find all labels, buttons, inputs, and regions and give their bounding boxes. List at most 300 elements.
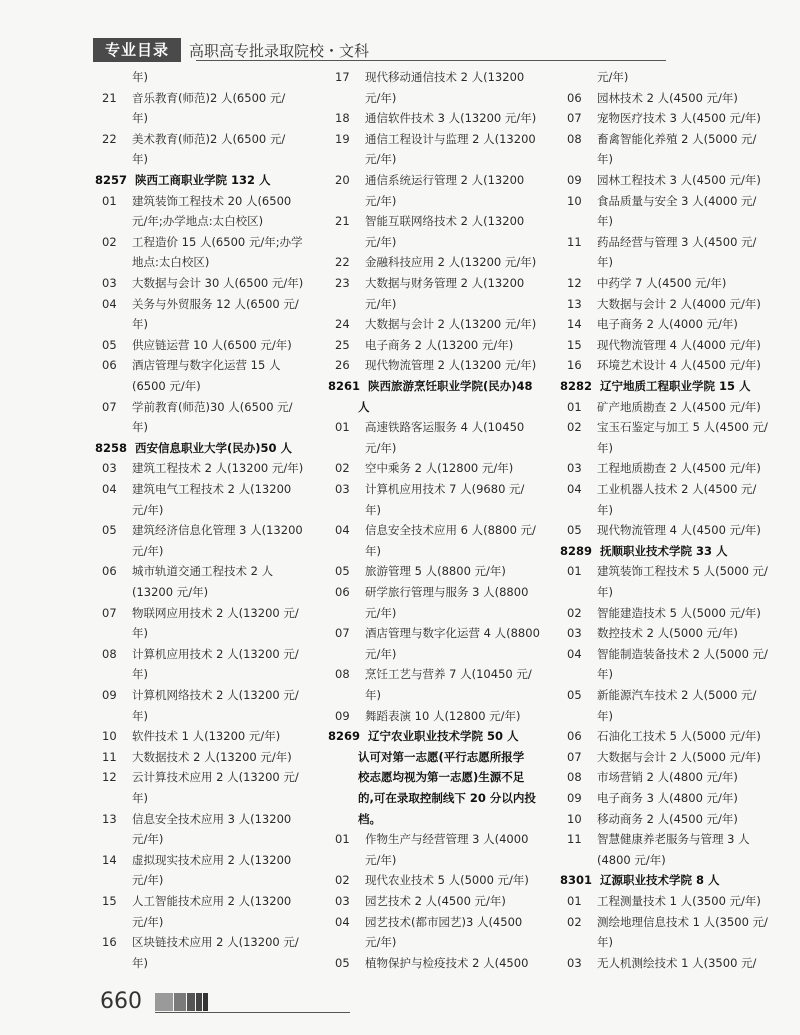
program-item (560, 338, 761, 353)
program-number: 21 (102, 90, 117, 105)
page-header (93, 38, 369, 62)
program-item (328, 317, 536, 332)
program-text: 信息安全技术应用 3 人(13200 (132, 811, 292, 826)
header-title: 高职高专批录取院校・文科 (189, 42, 370, 60)
program-text: 计算机应用技术 7 人(9680 元/ (365, 482, 525, 496)
program-text: 现代物流管理 4 人(4500 元/年) (597, 523, 761, 538)
school-name: 辽宁农业职业技术学院 50 人 (364, 729, 519, 744)
program-item (328, 626, 540, 641)
program-item (328, 420, 524, 435)
program-item (328, 461, 513, 476)
program-text: 数控技术 2 人(5000 元/年) (597, 626, 738, 641)
program-number: 03 (102, 461, 117, 476)
program-item (95, 461, 303, 476)
program-item (328, 894, 506, 909)
program-text: 现代移动通信技术 2 人(13200 (365, 70, 525, 84)
program-item (95, 853, 291, 868)
program-number: 15 (567, 337, 582, 352)
program-text: 矿产地质勘查 2 人(4500 元/年) (597, 399, 761, 414)
program-number: 18 (335, 111, 350, 126)
program-text: 工程测量技术 1 人(3500 元/年) (597, 894, 761, 908)
program-text: 建筑装饰工程技术 20 人(6500 (132, 193, 292, 208)
program-text: 工程造价 15 人(6500 元/年;办学 (132, 234, 303, 249)
program-item (95, 647, 299, 662)
program-number: 03 (567, 461, 582, 476)
program-item (560, 812, 738, 827)
program-item (95, 338, 292, 353)
page-number: 660 (100, 989, 142, 1014)
program-item-continuation: 年) (597, 440, 613, 455)
program-item (328, 111, 536, 126)
program-item-continuation: 年) (597, 502, 613, 517)
program-number: 23 (335, 276, 350, 290)
program-text: 中药学 7 人(4500 元/年) (597, 276, 727, 290)
program-text: 移动商务 2 人(4500 元/年) (597, 811, 738, 826)
program-number: 02 (102, 234, 117, 249)
program-item (328, 956, 528, 971)
program-text: 电子商务 3 人(4800 元/年) (597, 791, 738, 805)
program-item (560, 606, 761, 621)
program-item-continuation: 年) (597, 935, 613, 950)
program-item-continuation: 年) (132, 708, 148, 723)
section-tag: 专业目录 (93, 38, 181, 62)
program-item (560, 956, 756, 971)
program-text: 供应链运营 10 人(6500 元/年) (132, 337, 292, 352)
program-text: 关务与外贸服务 12 人(6500 元/ (132, 296, 299, 311)
program-text: 智能制造装备技术 2 人(5000 元/ (597, 646, 768, 661)
program-number: 05 (335, 955, 350, 970)
program-text: 环境艺术设计 4 人(4500 元/年) (597, 358, 761, 373)
program-number: 07 (567, 111, 582, 126)
program-item-continuation: 年) (132, 955, 148, 970)
program-text: 园林技术 2 人(4500 元/年) (597, 90, 738, 105)
admission-note: 认可对第一志愿(平行志愿所报学 (358, 749, 525, 764)
program-item (328, 523, 536, 538)
program-item-continuation: 元/年) (365, 646, 397, 661)
program-number: 17 (335, 70, 350, 84)
program-number: 03 (335, 894, 350, 908)
program-item (328, 709, 521, 724)
program-item-continuation: 年) (132, 70, 148, 84)
school-code: 8282 (560, 379, 593, 393)
program-item-continuation: 元/年) (365, 234, 397, 249)
program-number: 22 (335, 255, 350, 270)
program-number: 01 (567, 399, 582, 414)
program-text: 物联网应用技术 2 人(13200 元/ (132, 605, 299, 620)
program-item (560, 791, 738, 806)
school-heading (560, 379, 751, 394)
admission-note: 档。 (358, 811, 381, 826)
program-number: 10 (567, 193, 582, 208)
program-text: 智能互联网络技术 2 人(13200 (365, 214, 525, 229)
school-heading (95, 441, 292, 456)
program-text: 酒店管理与数字化运营 4 人(8800 (365, 626, 540, 641)
program-text: 药品经营与管理 3 人(4500 元/ (597, 234, 757, 249)
program-text: 大数据与会计 2 人(5000 元/年) (597, 749, 761, 764)
program-number: 09 (102, 688, 117, 702)
program-text: 金融科技应用 2 人(13200 元/年) (365, 255, 537, 270)
program-item (328, 338, 513, 353)
program-text: 现代物流管理 4 人(4000 元/年) (597, 337, 761, 352)
program-number: 15 (102, 894, 117, 908)
school-heading (95, 173, 271, 188)
program-item (560, 400, 761, 415)
program-item-continuation: 元/年) (365, 605, 397, 620)
program-text: 建筑工程技术 2 人(13200 元/年) (132, 461, 304, 476)
program-text: 空中乘务 2 人(12800 元/年) (365, 461, 514, 476)
program-text: 工程地质勘查 2 人(4500 元/年) (597, 461, 761, 476)
program-number: 03 (335, 482, 350, 496)
school-heading (560, 873, 720, 888)
program-text: 市场营销 2 人(4800 元/年) (597, 770, 738, 785)
program-text: 大数据与财务管理 2 人(13200 (365, 276, 525, 290)
program-item (95, 523, 303, 538)
school-code: 8301 (560, 873, 593, 888)
school-code: 8289 (560, 543, 593, 558)
program-item (95, 276, 303, 291)
program-item-continuation: 年) (597, 255, 613, 270)
program-number: 09 (567, 791, 582, 805)
program-text: 区块链技术应用 2 人(13200 元/ (132, 935, 299, 950)
program-number: 06 (102, 564, 117, 579)
program-item-continuation: 元/年;办学地点:太白校区) (132, 214, 264, 229)
program-item-continuation: 元/年) (365, 440, 397, 455)
program-text: 测绘地理信息技术 1 人(3500 元/ (597, 914, 768, 929)
program-item (560, 688, 756, 703)
footer-rule (155, 1012, 350, 1013)
program-number: 02 (567, 605, 582, 620)
program-item (560, 626, 738, 641)
program-item (560, 523, 761, 538)
program-text: 信息安全技术应用 6 人(8800 元/ (365, 523, 536, 538)
program-item (328, 585, 528, 600)
program-item-continuation: 年) (597, 585, 613, 599)
program-item-continuation: 元/年) (132, 873, 164, 888)
program-number: 10 (567, 811, 582, 826)
program-number: 10 (102, 729, 117, 744)
program-text: 电子商务 2 人(4000 元/年) (597, 317, 738, 332)
program-text: 建筑经济信息化管理 3 人(13200 (132, 523, 303, 538)
program-text: 建筑电气工程技术 2 人(13200 (132, 482, 292, 496)
school-name: 西安信息职业大学(民办)50 人 (131, 440, 293, 455)
program-item (328, 276, 524, 291)
program-item-continuation: 年) (365, 543, 381, 558)
program-item (95, 935, 299, 950)
program-number: 14 (102, 852, 117, 867)
program-item (560, 420, 768, 435)
program-text: 现代物流管理 2 人(13200 元/年) (365, 358, 537, 373)
school-name: 抚顺职业技术学院 33 人 (596, 543, 728, 558)
program-number: 05 (102, 523, 117, 538)
program-item (560, 564, 768, 579)
program-item-continuation: (4800 元/年) (597, 852, 666, 867)
program-item (95, 750, 292, 765)
school-code: 8269 (328, 729, 361, 744)
program-number: 02 (335, 461, 350, 476)
program-item-continuation: 元/年) (597, 70, 629, 84)
program-text: 无人机测绘技术 1 人(3500 元/ (597, 955, 757, 970)
school-heading (328, 379, 533, 394)
program-text: 虚拟现实技术应用 2 人(13200 (132, 852, 292, 867)
program-text: 计算机网络技术 2 人(13200 元/ (132, 688, 299, 702)
program-item-continuation: 年) (132, 626, 148, 641)
program-number: 04 (567, 482, 582, 496)
school-name: 辽源职业技术学院 8 人 (596, 873, 720, 888)
program-text: 研学旅行管理与服务 3 人(8800 (365, 585, 529, 599)
admission-note: 的,可在录取控制线下 20 分以内投 (358, 791, 536, 805)
program-number: 14 (567, 317, 582, 332)
program-item (328, 173, 524, 188)
program-text: 大数据与会计 2 人(13200 元/年) (365, 317, 537, 332)
program-text: 植物保护与检疫技术 2 人(4500 (365, 955, 529, 970)
program-item (328, 832, 528, 847)
program-text: 人工智能技术应用 2 人(13200 (132, 894, 292, 908)
program-item-continuation: 元/年) (365, 935, 397, 950)
program-item (328, 873, 529, 888)
program-text: 学前教育(师范)30 人(6500 元/ (132, 399, 293, 414)
program-number: 21 (335, 214, 350, 229)
program-text: 建筑装饰工程技术 5 人(5000 元/ (597, 564, 768, 579)
program-item-continuation: 元/年) (365, 296, 397, 311)
program-item-continuation: 年) (365, 502, 381, 517)
program-item-continuation: (13200 元/年) (132, 585, 209, 599)
program-number: 06 (102, 358, 117, 373)
program-number: 12 (102, 770, 117, 785)
program-number: 09 (567, 173, 582, 187)
program-number: 03 (567, 955, 582, 970)
program-number: 04 (335, 523, 350, 538)
program-number: 16 (567, 358, 582, 373)
program-item (95, 132, 285, 147)
program-text: 石油化工技术 5 人(5000 元/年) (597, 729, 761, 744)
program-item (328, 564, 506, 579)
school-heading (560, 544, 728, 559)
program-item (560, 832, 750, 847)
program-item-continuation: 年) (597, 667, 613, 682)
header-rule (196, 60, 666, 61)
program-number: 04 (335, 914, 350, 929)
program-number: 07 (102, 399, 117, 414)
program-item (560, 358, 761, 373)
program-number: 07 (102, 605, 117, 620)
program-text: 宠物医疗技术 3 人(4500 元/年) (597, 111, 761, 126)
program-text: 烹饪工艺与营养 7 人(10450 元/ (365, 667, 532, 682)
program-text: 智能建造技术 5 人(5000 元/年) (597, 605, 761, 620)
program-item (560, 132, 756, 147)
program-number: 08 (567, 131, 582, 146)
program-item (95, 688, 299, 703)
program-number: 04 (102, 482, 117, 496)
program-number: 03 (102, 276, 117, 290)
program-text: 大数据与会计 30 人(6500 元/年) (132, 276, 304, 290)
program-item-continuation: 元/年) (132, 502, 164, 517)
school-name: 陕西工商职业学院 132 人 (131, 173, 271, 187)
program-text: 旅游管理 5 人(8800 元/年) (365, 564, 506, 579)
program-item (560, 317, 738, 332)
program-number: 11 (102, 749, 117, 764)
program-item-continuation: 元/年) (365, 193, 397, 208)
program-text: 通信工程设计与监理 2 人(13200 (365, 131, 536, 146)
program-text: 音乐教育(师范)2 人(6500 元/ (132, 90, 286, 105)
school-name: 陕西旅游烹饪职业学院(民办)48 (364, 379, 533, 393)
program-number: 02 (567, 914, 582, 929)
program-number: 01 (102, 193, 117, 208)
program-item (560, 894, 761, 909)
program-number: 16 (102, 935, 117, 950)
program-number: 05 (567, 523, 582, 538)
program-text: 云计算技术应用 2 人(13200 元/ (132, 770, 299, 785)
program-text: 现代农业技术 5 人(5000 元/年) (365, 873, 529, 888)
program-item-continuation: 元/年) (132, 543, 164, 558)
program-item-continuation: 年) (132, 420, 148, 435)
program-text: 软件技术 1 人(13200 元/年) (132, 729, 281, 744)
program-number: 13 (102, 811, 117, 826)
program-item (328, 915, 522, 930)
program-item (95, 894, 291, 909)
program-number: 25 (335, 337, 350, 352)
program-item (560, 173, 761, 188)
program-item (560, 461, 761, 476)
program-text: 大数据技术 2 人(13200 元/年) (132, 749, 292, 764)
program-item-continuation: 年) (132, 791, 148, 805)
program-text: 园林工程技术 3 人(4500 元/年) (597, 173, 761, 187)
program-item-continuation: 年) (597, 152, 613, 167)
program-item (560, 729, 761, 744)
program-number: 07 (335, 626, 350, 641)
program-text: 电子商务 2 人(13200 元/年) (365, 337, 514, 352)
program-number: 08 (567, 770, 582, 785)
footer-bars (155, 993, 208, 1011)
program-number: 01 (567, 894, 582, 908)
program-text: 畜禽智能化养殖 2 人(5000 元/ (597, 131, 757, 146)
program-item-continuation: 年) (365, 688, 381, 702)
program-text: 舞蹈表演 10 人(12800 元/年) (365, 708, 521, 723)
program-item (560, 276, 726, 291)
program-text: 园艺技术(都市园艺)3 人(4500 (365, 914, 523, 929)
program-item (328, 214, 524, 229)
program-text: 宝玉石鉴定与加工 5 人(4500 元/ (597, 420, 768, 435)
program-item (328, 667, 532, 682)
program-number: 06 (335, 585, 350, 599)
program-item (95, 564, 273, 579)
program-number: 01 (567, 564, 582, 579)
program-item-continuation: 地点:太白校区) (132, 255, 210, 270)
school-name: 辽宁地质工程职业学院 15 人 (596, 379, 751, 393)
program-number: 11 (567, 832, 582, 847)
admission-note: 校志愿均视为第一志愿)生源不足 (358, 770, 525, 785)
program-text: 新能源汽车技术 2 人(5000 元/ (597, 688, 757, 702)
program-text: 作物生产与经营管理 3 人(4000 (365, 832, 529, 847)
program-number: 03 (567, 626, 582, 641)
school-heading-continuation: 人 (358, 399, 370, 414)
program-text: 酒店管理与数字化运营 15 人 (132, 358, 281, 373)
program-item (328, 255, 536, 270)
program-item-continuation: 年) (597, 708, 613, 723)
program-text: 高速铁路客运服务 4 人(10450 (365, 420, 525, 435)
program-number: 06 (567, 90, 582, 105)
program-number: 22 (102, 131, 117, 146)
program-item (95, 194, 291, 209)
program-number: 11 (567, 234, 582, 249)
program-item (328, 358, 536, 373)
program-item (560, 297, 761, 312)
program-number: 05 (567, 688, 582, 702)
program-item-continuation: 元/年) (132, 914, 164, 929)
program-number: 08 (335, 667, 350, 682)
program-item (560, 482, 756, 497)
program-item (560, 750, 761, 765)
program-number: 26 (335, 358, 350, 373)
program-item (95, 482, 291, 497)
program-item (328, 70, 524, 85)
program-item-continuation: 年) (132, 111, 148, 126)
program-number: 04 (102, 296, 117, 311)
program-item (95, 770, 299, 785)
program-number: 07 (567, 749, 582, 764)
program-number: 08 (102, 646, 117, 661)
program-item (328, 482, 524, 497)
program-item-continuation: 年) (132, 317, 148, 332)
program-text: 智慧健康养老服务与管理 3 人 (597, 832, 750, 847)
program-item-continuation: 元/年) (365, 90, 397, 105)
program-item (560, 647, 768, 662)
program-item (560, 194, 756, 209)
program-item (560, 235, 756, 250)
program-number: 05 (102, 337, 117, 352)
program-text: 大数据与会计 2 人(4000 元/年) (597, 296, 761, 311)
program-number: 09 (335, 708, 350, 723)
program-item-continuation: 元/年) (132, 832, 164, 847)
school-code: 8258 (95, 440, 128, 455)
program-item (95, 235, 303, 250)
program-text: 通信软件技术 3 人(13200 元/年) (365, 111, 537, 126)
program-item (95, 297, 299, 312)
program-number: 13 (567, 296, 582, 311)
program-item (560, 915, 768, 930)
program-text: 食品质量与安全 3 人(4000 元/ (597, 193, 757, 208)
program-item (95, 729, 280, 744)
program-item-continuation: 年) (132, 152, 148, 167)
program-number: 02 (335, 873, 350, 888)
program-item-continuation: 元/年) (365, 152, 397, 167)
program-number: 20 (335, 173, 350, 187)
program-item (95, 91, 285, 106)
program-item-continuation: 年) (132, 667, 148, 682)
program-number: 04 (567, 646, 582, 661)
program-item (95, 358, 280, 373)
program-item-continuation: 年) (597, 214, 613, 229)
school-heading (328, 729, 519, 744)
program-text: 园艺技术 2 人(4500 元/年) (365, 894, 506, 908)
program-item-continuation: (6500 元/年) (132, 379, 201, 393)
program-item (560, 91, 738, 106)
program-number: 24 (335, 317, 350, 332)
school-code: 8257 (95, 173, 128, 187)
program-item (560, 770, 738, 785)
program-number: 02 (567, 420, 582, 435)
program-item (95, 400, 293, 415)
program-text: 城市轨道交通工程技术 2 人 (132, 564, 274, 579)
program-number: 05 (335, 564, 350, 579)
program-text: 美术教育(师范)2 人(6500 元/ (132, 131, 286, 146)
program-item (95, 606, 299, 621)
program-item (328, 132, 536, 147)
program-number: 19 (335, 131, 350, 146)
school-code: 8261 (328, 379, 361, 393)
program-number: 01 (335, 832, 350, 847)
program-item-continuation: 元/年) (365, 852, 397, 867)
program-number: 12 (567, 276, 582, 290)
